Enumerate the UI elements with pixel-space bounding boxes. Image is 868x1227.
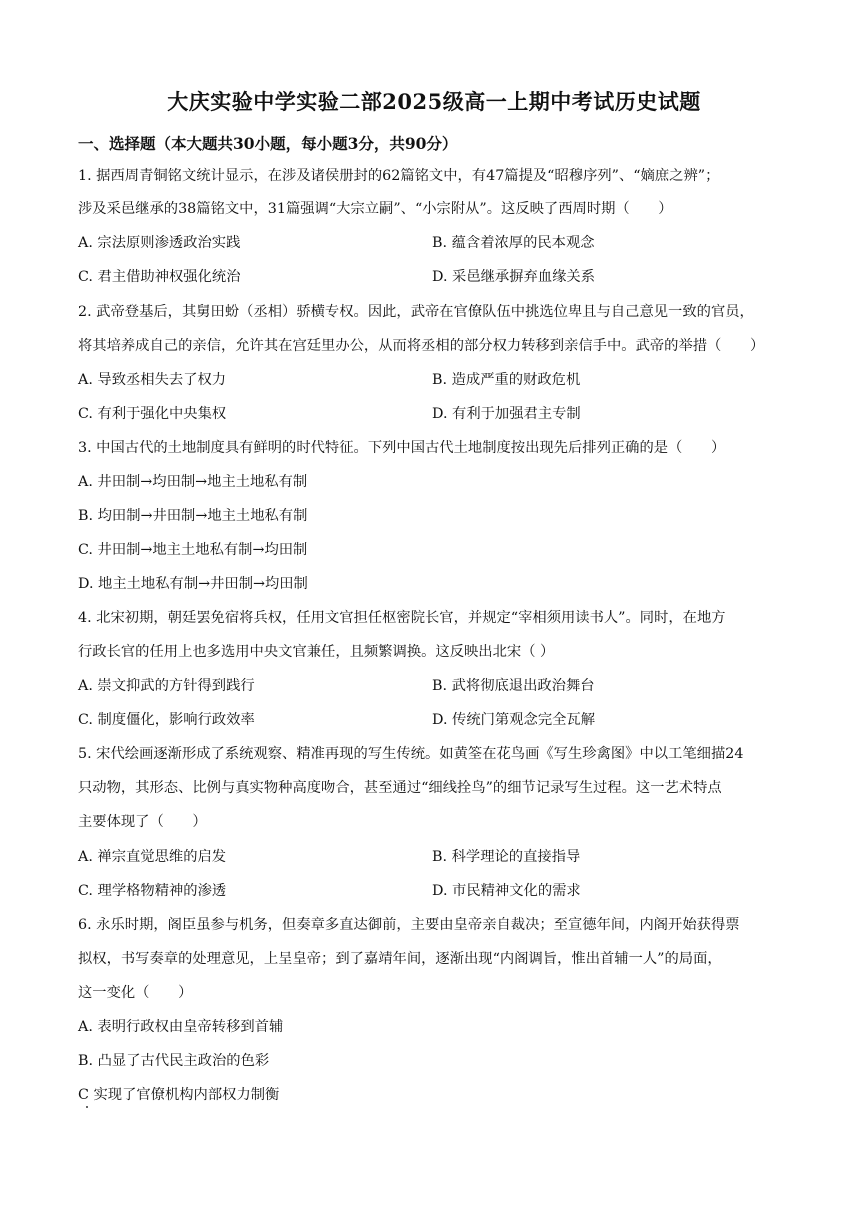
question-3-option-b: B. 均田制→井田制→地主土地私有制 xyxy=(78,508,308,524)
question-2-line-1: 2. 武帝登基后，其舅田蚡（丞相）骄横专权。因此，武帝在官僚队伍中挑选位卑且与自己意见一致的官员， xyxy=(78,304,754,320)
question-4-line-1: 4. 北宋初期，朝廷罢免宿将兵权，任用文官担任枢密院长官，并规定“宰相须用读书人”。同时，在地方 xyxy=(78,610,726,626)
question-2-option-a: A. 导致丞相失去了权力 xyxy=(78,372,227,388)
question-5-option-d: D. 市民精神文化的需求 xyxy=(432,883,581,899)
question-1-option-b: B. 蕴含着浓厚的民本观念 xyxy=(432,235,595,251)
question-1-option-c: C. 君主借助神权强化统治 xyxy=(78,269,241,285)
question-6-line-1: 6. 永乐时期，阁臣虽参与机务，但奏章多直达御前，主要由皇帝亲自裁决；至宣德年间，内阁开始获得票 xyxy=(78,917,740,933)
section-heading: 一、选择题（本大题共30小题，每小题3分，共90分） xyxy=(78,134,458,153)
question-4-option-c: C. 制度僵化，影响行政效率 xyxy=(78,712,255,728)
question-3-option-d: D. 地主土地私有制→井田制→均田制 xyxy=(78,576,308,592)
question-1-option-a: A. 宗法原则渗透政治实践 xyxy=(78,235,241,251)
question-6-line-3: 这一变化（ ） xyxy=(78,985,193,1001)
question-5-line-3: 主要体现了（ ） xyxy=(78,814,207,830)
question-6-option-a: A. 表明行政权由皇帝转移到首辅 xyxy=(78,1019,284,1035)
question-4-option-d: D. 传统门第观念完全瓦解 xyxy=(432,712,596,728)
question-2-option-d: D. 有利于加强君主专制 xyxy=(432,406,581,422)
question-1-option-d: D. 采邑继承摒弃血缘关系 xyxy=(432,269,596,285)
question-6-option-c: C 实现了官僚机构内部权力制衡 xyxy=(78,1087,280,1103)
question-2-option-c: C. 有利于强化中央集权 xyxy=(78,406,227,422)
question-2-line-2: 将其培养成自己的亲信，允许其在宫廷里办公，从而将丞相的部分权力转移到亲信手中。武帝的举措（ ） xyxy=(78,338,765,354)
question-5-option-a: A. 禅宗直觉思维的启发 xyxy=(78,849,227,865)
question-3-line-1: 3. 中国古代的土地制度具有鲜明的时代特征。下列中国古代土地制度按出现先后排列正确的是（ ） xyxy=(78,440,726,456)
question-5-option-c: C. 理学格物精神的渗透 xyxy=(78,883,227,899)
question-4-line-2: 行政长官的任用上也多选用中央文官兼任，且频繁调换。这反映出北宋（ ） xyxy=(78,644,555,660)
question-4-option-a: A. 崇文抑武的方针得到践行 xyxy=(78,678,255,694)
question-5-option-b: B. 科学理论的直接指导 xyxy=(432,849,581,865)
question-3-option-c: C. 井田制→地主土地私有制→均田制 xyxy=(78,542,308,558)
question-6-option-b: B. 凸显了古代民主政治的色彩 xyxy=(78,1053,270,1069)
question-4-option-b: B. 武将彻底退出政治舞台 xyxy=(432,678,595,694)
question-2-option-b: B. 造成严重的财政危机 xyxy=(432,372,581,388)
question-3-option-a: A. 井田制→均田制→地主土地私有制 xyxy=(78,474,308,490)
question-6-line-2: 拟权，书写奏章的处理意见，上呈皇帝；到了嘉靖年间，逐渐出现“内阁调旨，惟出首辅一人”的局面， xyxy=(78,951,722,967)
question-1-line-1: 1. 据西周青铜铭文统计显示，在涉及诸侯册封的62篇铭文中，有47篇提及“昭穆序列”、“嫡庶之辨”； xyxy=(78,168,720,184)
question-5-line-1: 5. 宋代绘画逐渐形成了系统观察、精准再现的写生传统。如黄筌在花鸟画《写生珍禽图》中以工笔细描24 xyxy=(78,746,744,762)
stray-mark xyxy=(86,1106,88,1108)
page-title: 大庆实验中学实验二部2025级高一上期中考试历史试题 xyxy=(167,89,701,114)
question-1-line-2: 涉及采邑继承的38篇铭文中，31篇强调“大宗立嗣”、“小宗附从”。这反映了西周时期（ ） xyxy=(78,201,673,217)
question-5-line-2: 只动物，其形态、比例与真实物种高度吻合，甚至通过“细线拴鸟”的细节记录写生过程。这一艺术特点 xyxy=(78,780,722,796)
